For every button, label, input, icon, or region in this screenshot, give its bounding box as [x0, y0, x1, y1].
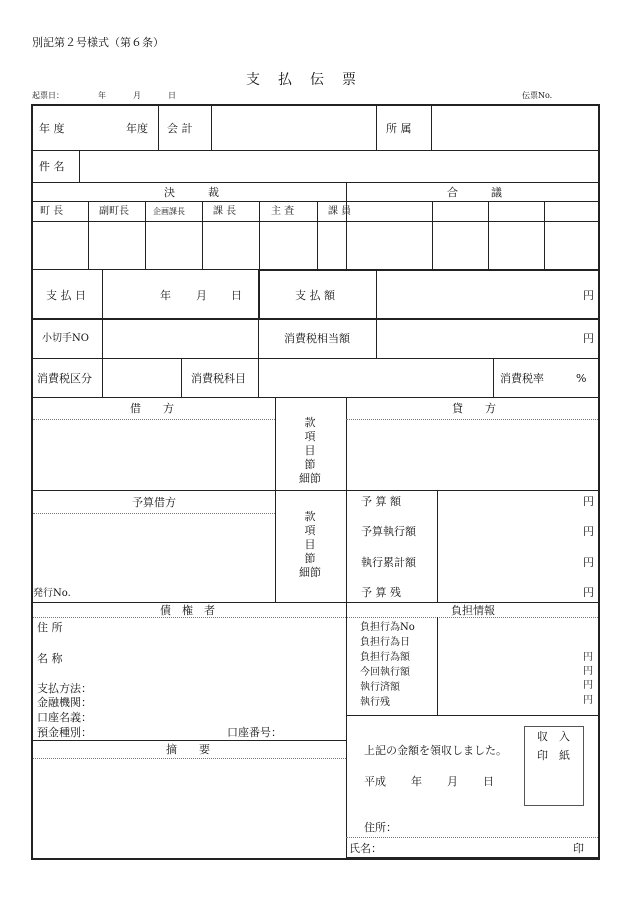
receipt-day: 日	[483, 775, 494, 788]
nendo-label: 年 度	[39, 122, 65, 135]
receipt-era: 平成	[364, 775, 386, 788]
frame-top	[31, 104, 600, 106]
class2-kou: 項	[304, 524, 316, 537]
creditor-shiharai-houhou: 支払方法：	[37, 682, 92, 695]
frame-bottom	[31, 858, 600, 860]
denpyo-no-label: 伝票No.	[522, 91, 553, 100]
role-fukuchocho: 副町長	[99, 206, 129, 217]
classification-labels-2	[298, 510, 322, 580]
form-title: 支 払 伝 票	[246, 72, 358, 88]
kashikata-heading: 貸 方	[452, 402, 496, 415]
budget-label-2: 執行累計額	[361, 556, 416, 569]
stamp-line1: 収 入	[537, 730, 570, 743]
burden-label-0: 負担行為No	[360, 622, 415, 633]
shohizei-kamoku-label: 消費税科目	[191, 372, 246, 385]
receipt-statement: 上記の金額を領収しました。	[364, 744, 507, 757]
budget-unit-2: 円	[583, 556, 594, 569]
creditor-heading: 債 権 者	[160, 604, 215, 617]
class2-setsu: 節	[304, 552, 316, 565]
class-saisetsu: 細節	[299, 472, 321, 485]
kihyo-day: 日	[168, 91, 176, 100]
creditor-koza-meigi: 口座名義：	[37, 711, 92, 724]
hakko-no-label: 発行No.	[33, 588, 71, 599]
role-kacho: 課 長	[213, 206, 237, 217]
creditor-kinyu-kikan: 金融機関：	[37, 696, 92, 709]
kenmei-label: 件 名	[39, 160, 65, 173]
shiharai-bi-label: 支 払 日	[46, 289, 86, 302]
receipt-in: 印	[573, 842, 584, 855]
kihyo-month: 月	[133, 91, 141, 100]
shohizei-ritsu-label: 消費税率	[500, 372, 544, 385]
pay-day: 日	[231, 289, 242, 302]
class2-moku: 目	[304, 538, 316, 551]
budget-unit-3: 円	[583, 586, 594, 599]
percent-sign: %	[576, 372, 587, 385]
frame-right	[598, 104, 600, 860]
burden-label-4: 執行済額	[360, 682, 400, 693]
stamp-line2: 印 紙	[537, 749, 570, 762]
burden-label-1: 負担行為日	[360, 637, 410, 648]
receipt-month: 月	[447, 775, 458, 788]
class-setsu: 節	[304, 458, 316, 471]
shozoku-label: 所 属	[386, 122, 412, 135]
budget-label-1: 予算執行額	[361, 525, 416, 538]
class-kan: 款	[304, 416, 316, 429]
pay-year: 年	[160, 289, 171, 302]
pay-month: 月	[196, 289, 207, 302]
kessai-heading: 決 裁	[164, 186, 219, 199]
role-kain: 課 員	[328, 206, 352, 217]
role-shusa: 主 査	[271, 206, 295, 217]
receipt-shimei: 氏名：	[349, 842, 382, 855]
kaikei-label: 会 計	[167, 122, 193, 135]
class2-kan: 款	[304, 510, 316, 523]
form-number: 別記第２号様式（第６条）	[32, 36, 164, 49]
budget-unit-1: 円	[583, 525, 594, 538]
class-kou: 項	[304, 430, 316, 443]
tax-yen: 円	[583, 332, 594, 345]
role-kikaku-kacho: 企画課長	[153, 207, 185, 216]
shiharai-gaku-label: 支 払 額	[295, 289, 335, 302]
yosan-karikata-heading: 予算借方	[132, 496, 176, 509]
creditor-meisho: 名 称	[37, 652, 63, 665]
frame-left	[31, 104, 33, 860]
budget-unit-0: 円	[583, 495, 594, 508]
role-chocho: 町 長	[40, 206, 64, 217]
kogitte-label: 小切手NO	[42, 333, 89, 344]
class2-saisetsu: 細節	[299, 566, 321, 579]
amount-yen: 円	[583, 289, 594, 302]
shohizei-kubun-label: 消費税区分	[37, 372, 92, 385]
kihyo-label: 起票日：	[32, 91, 64, 100]
nendo-suffix: 年度	[126, 122, 148, 135]
tekiyo-heading: 摘 要	[166, 743, 210, 756]
burden-label-5: 執行残	[360, 697, 390, 708]
burden-unit-5: 円	[583, 695, 593, 706]
class-moku: 目	[304, 444, 316, 457]
karikata-heading: 借 方	[130, 402, 174, 415]
budget-label-3: 予 算 残	[361, 586, 401, 599]
burden-unit-2: 円	[583, 652, 593, 663]
classification-labels-1	[298, 416, 322, 486]
kihyo-year: 年	[98, 91, 106, 100]
creditor-yokin-shubetsu: 預金種別：	[37, 726, 92, 739]
burden-label-3: 今回執行額	[360, 667, 410, 678]
burden-heading: 負担情報	[451, 604, 495, 617]
shohizei-soto-label: 消費税相当額	[284, 332, 350, 345]
budget-label-0: 予 算 額	[361, 495, 401, 508]
creditor-koza-bango: 口座番号：	[227, 726, 282, 739]
burden-unit-3: 円	[583, 666, 593, 677]
creditor-jusho: 住 所	[37, 621, 63, 634]
receipt-year: 年	[411, 775, 422, 788]
burden-label-2: 負担行為額	[360, 652, 410, 663]
receipt-jusho: 住所：	[364, 821, 397, 834]
gougi-heading: 合 議	[447, 186, 502, 199]
burden-unit-4: 円	[583, 680, 593, 691]
